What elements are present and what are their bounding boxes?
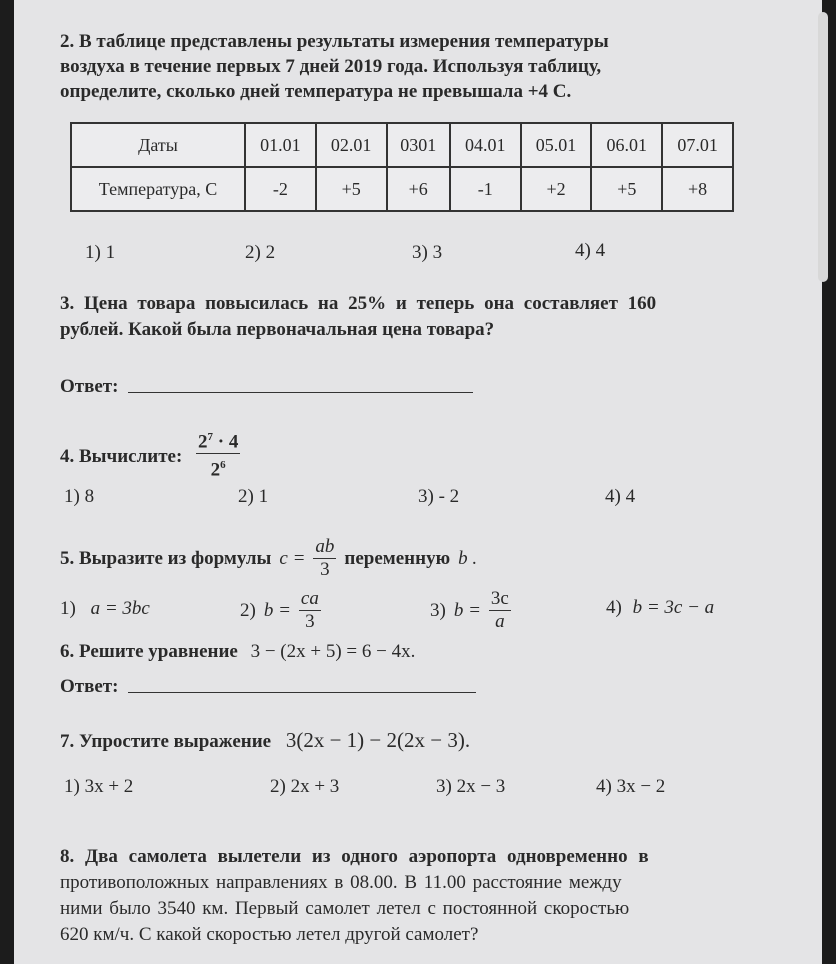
scrollbar[interactable] [818, 12, 828, 282]
temperature-cell: +5 [591, 167, 662, 211]
q5-after: переменную [344, 547, 451, 569]
q4-option-3: 3) - 2 [418, 486, 460, 507]
q4-num-rest: · 4 [213, 431, 239, 453]
q5-option-3 [430, 588, 511, 633]
dates-header: Даты [71, 123, 245, 167]
q5-option-2-lhs: b = [263, 599, 291, 621]
q8-line-4: 620 км/ч. С какой скоростью летел другой самолет? [60, 924, 479, 945]
q6-prompt: 6. Решите уравнение [60, 641, 238, 662]
q5-prompt: 5. Выразите из формулы [60, 547, 272, 569]
date-cell: 05.01 [521, 123, 592, 167]
q7-line [60, 728, 470, 753]
date-cell: 06.01 [591, 123, 662, 167]
q5-option-4-formula: b = 3c − a [632, 597, 715, 618]
q2-line-3: определите, сколько дней температура не превышала +4 С. [60, 81, 572, 102]
q5-option-3-den: a [495, 611, 505, 632]
q5-option-3-label: 3) [430, 599, 446, 621]
q4-den-base: 2 [210, 459, 221, 481]
q5-option-3-num: 3c [490, 588, 509, 609]
q4-num-exp: 7 [207, 431, 213, 443]
q5-option-2-num: ca [300, 588, 319, 609]
q5-option-1-formula: a = 3bc [90, 598, 150, 619]
q3-line-2: рублей. Какой была первоначальная цена товара? [60, 319, 495, 340]
q5-option-4-label: 4) [606, 597, 622, 618]
q7-option-2: 2) 2x + 3 [270, 776, 340, 797]
q3-line-1: 3. Цена товара повысилась на 25% и теперь она составляет 160 [60, 293, 657, 314]
q3-answer-label: Ответ: [60, 376, 119, 397]
q8-line-2: противоположных направлениях в 08.00. В 11.00 расстояние между [60, 872, 622, 893]
q6-answer-label: Ответ: [60, 676, 119, 697]
dates-row [71, 123, 733, 167]
q5-option-1-label: 1) [60, 598, 76, 619]
q4-option-2: 2) 1 [238, 486, 269, 507]
q3-answer-line[interactable] [128, 392, 473, 393]
q4-den-exp: 6 [220, 459, 226, 472]
q6-line [60, 641, 415, 663]
q5-option-1 [60, 598, 150, 620]
q2-line-1: 2. В таблице представлены результаты измерения температуры [60, 31, 609, 52]
q2-option-4: 4) 4 [575, 240, 606, 261]
q7-option-4: 4) 3x − 2 [596, 776, 666, 797]
q5-variable: b . [458, 547, 478, 569]
temperature-cell: +2 [521, 167, 592, 211]
q5-option-4 [606, 597, 714, 619]
q4-fraction [196, 426, 240, 482]
q5-frac-num: ab [315, 536, 335, 557]
q5-line [60, 536, 477, 581]
q5-c-eq: c = [279, 547, 306, 569]
q8-line-1: 8. Два самолета вылетели из одного аэропорта одновременно в [60, 846, 649, 867]
q4-num-base: 2 [198, 431, 208, 453]
q2-option-2: 2) 2 [245, 242, 276, 263]
temperature-cell: +8 [662, 167, 733, 211]
q5-frac-den: 3 [320, 559, 330, 580]
q4-prompt: 4. Вычислите: [60, 446, 183, 467]
q4-option-1: 1) 8 [64, 486, 95, 507]
temperature-row [71, 167, 733, 211]
temperature-table [70, 122, 734, 212]
q6-equation: 3 − (2x + 5) = 6 − 4x. [250, 641, 416, 662]
temperature-cell: +5 [316, 167, 387, 211]
temperature-cell: -1 [450, 167, 521, 211]
date-cell: 0301 [387, 123, 450, 167]
q2-option-1: 1) 1 [85, 242, 116, 263]
q5-fraction [313, 536, 336, 581]
date-cell: 01.01 [245, 123, 316, 167]
date-cell: 04.01 [450, 123, 521, 167]
temperature-header: Температура, С [71, 167, 245, 211]
date-cell: 07.01 [662, 123, 733, 167]
q5-option-3-lhs: b = [453, 599, 481, 621]
q2-line-2: воздуха в течение первых 7 дней 2019 года. Используя таблицу, [60, 56, 602, 77]
q5-option-2 [240, 588, 321, 633]
q4-option-4: 4) 4 [605, 486, 636, 507]
q6-answer-line[interactable] [128, 692, 476, 693]
temperature-cell: +6 [387, 167, 450, 211]
q7-prompt: 7. Упростите выражение [60, 731, 272, 752]
q2-option-3: 3) 3 [412, 242, 443, 263]
q7-option-1: 1) 3x + 2 [64, 776, 134, 797]
q5-option-2-den: 3 [305, 611, 315, 632]
q5-option-2-label: 2) [240, 599, 256, 621]
temperature-cell: -2 [245, 167, 316, 211]
q7-option-3: 3) 2x − 3 [436, 776, 506, 797]
q7-expression: 3(2x − 1) − 2(2x − 3). [285, 728, 471, 752]
q8-line-3: ними было 3540 км. Первый самолет летел с постоянной скоростью [60, 898, 630, 919]
date-cell: 02.01 [316, 123, 387, 167]
